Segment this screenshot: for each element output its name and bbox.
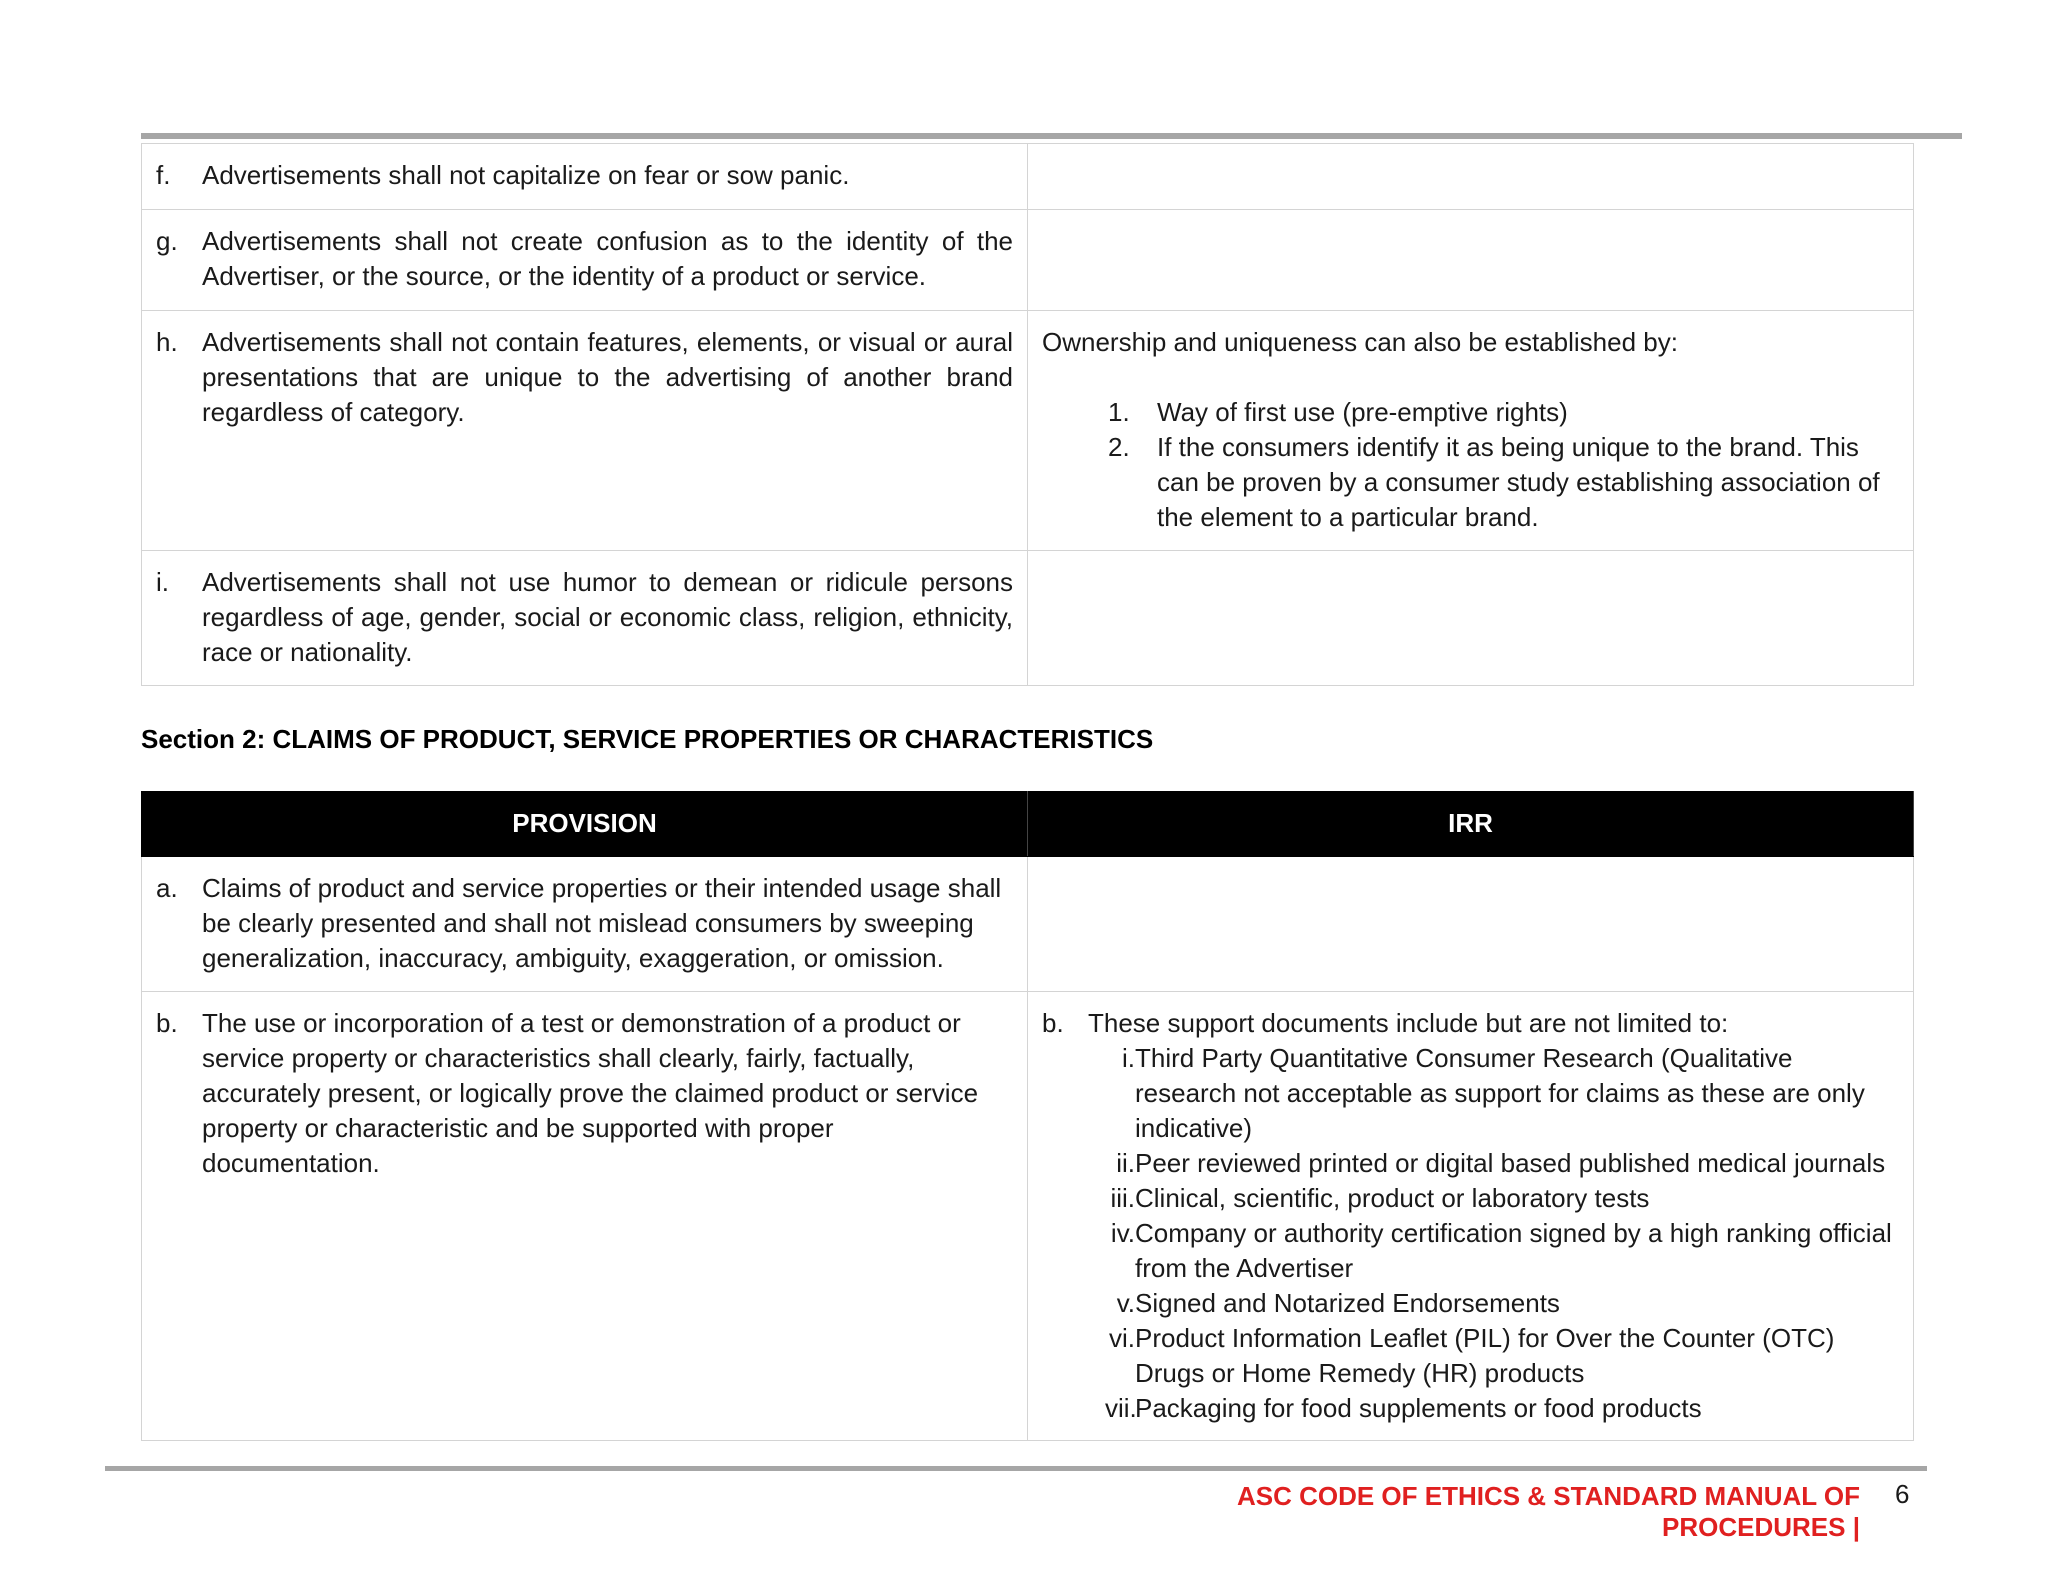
irr-cell: [1028, 992, 1914, 1441]
list-item-text: Peer reviewed printed or digital based published medical journals: [1135, 1148, 1886, 1178]
table-row: [142, 144, 1914, 210]
provision-cell: [142, 210, 1028, 311]
list-marker: i.: [1122, 1043, 1135, 1073]
provision-text: The use or incorporation of a test or demonstration of a product or service property or characteristics shall clearly, fairly, factually, accurately present, or logically prove the claimed product or service property or characteristic and be supported with proper documentation.: [202, 1008, 979, 1178]
list-item: [1108, 395, 1899, 430]
item-marker: f.: [156, 160, 171, 190]
top-rule: [141, 133, 1962, 139]
provision-text: Advertisements shall not use humor to demean or ridicule persons regardless of age, gender, social or economic class, religion, ethnicity, race or nationality.: [202, 567, 1013, 667]
list-item: [1088, 1146, 1899, 1181]
list-item-text: Packaging for food supplements or food products: [1135, 1393, 1702, 1423]
list-item-text: Signed and Notarized Endorsements: [1135, 1288, 1560, 1318]
list-marker: vii.: [1105, 1393, 1137, 1423]
list-marker: ii.: [1116, 1148, 1135, 1178]
item-marker: b.: [156, 1008, 178, 1038]
list-item: [1088, 1216, 1899, 1286]
irr-lead-text: These support documents include but are not limited to:: [1088, 1008, 1729, 1038]
list-item: [1108, 430, 1899, 535]
provision-cell: [142, 992, 1028, 1441]
column-header-irr: IRR: [1028, 792, 1914, 857]
provision-cell: [142, 311, 1028, 551]
footer-title: ASC CODE OF ETHICS & STANDARD MANUAL OF PROCEDURES |: [1236, 1481, 1860, 1542]
irr-cell: [1028, 551, 1914, 686]
list-item-text: Third Party Quantitative Consumer Research (Qualitative research not acceptable as support for claims as these are only indicative): [1135, 1043, 1865, 1143]
provision-text: Claims of product and service properties or their intended usage shall be clearly presented and shall not mislead consumers by sweeping generalization, inaccuracy, ambiguity, exaggeration, or omission.: [202, 873, 1002, 973]
list-item-text: Product Information Leaflet (PIL) for Over the Counter (OTC) Drugs or Home Remedy (HR) products: [1135, 1323, 1835, 1388]
irr-cell: [1028, 210, 1914, 311]
irr-numbered-list: [1042, 395, 1899, 535]
provisions-table-continued: [141, 143, 1914, 686]
irr-lead-text: Ownership and uniqueness can also be established by:: [1042, 327, 1678, 357]
item-marker: g.: [156, 226, 178, 256]
item-marker: h.: [156, 327, 178, 357]
list-item: [1088, 1181, 1899, 1216]
provision-text: Advertisements shall not create confusion as to the identity of the Advertiser, or the source, or the identity of a product or service.: [202, 226, 1013, 291]
item-marker: a.: [156, 873, 178, 903]
provision-cell: [142, 144, 1028, 210]
item-marker: b.: [1042, 1008, 1064, 1038]
provision-text: Advertisements shall not contain features, elements, or visual or aural presentations that are unique to the advertising of another brand regardless of category.: [202, 327, 1013, 427]
provision-cell: [142, 551, 1028, 686]
list-item: [1088, 1391, 1899, 1426]
list-marker: iv.: [1110, 1218, 1135, 1248]
table-row: [142, 311, 1914, 551]
bottom-rule: [105, 1466, 1927, 1471]
table-row: [142, 551, 1914, 686]
section-heading: Section 2: CLAIMS OF PRODUCT, SERVICE PROPERTIES OR CHARACTERISTICS: [141, 724, 1154, 754]
list-marker: iii.: [1110, 1183, 1135, 1213]
list-marker: v.: [1116, 1288, 1135, 1318]
table-header-row: [142, 792, 1914, 857]
column-header-provision: PROVISION: [142, 792, 1028, 857]
page-number: 6: [1895, 1479, 1910, 1509]
list-item: [1088, 1286, 1899, 1321]
list-marker: vi.: [1109, 1323, 1135, 1353]
table-row: [142, 210, 1914, 311]
irr-cell: [1028, 144, 1914, 210]
list-item-text: Clinical, scientific, product or laboratory tests: [1135, 1183, 1650, 1213]
table-row: [142, 857, 1914, 992]
list-item-text: Way of first use (pre-emptive rights): [1157, 397, 1568, 427]
item-marker: i.: [156, 567, 169, 597]
list-marker: 2.: [1108, 432, 1130, 462]
list-item: [1088, 1041, 1899, 1146]
list-item-text: If the consumers identify it as being unique to the brand. This can be proven by a consumer study establishing association of the element to a particular brand.: [1157, 432, 1880, 532]
list-marker: 1.: [1108, 397, 1130, 427]
list-item: [1088, 1321, 1899, 1391]
irr-roman-list: [1042, 1041, 1899, 1426]
table-row: [142, 992, 1914, 1441]
provision-cell: [142, 857, 1028, 992]
irr-cell: [1028, 311, 1914, 551]
claims-table: [141, 791, 1914, 1441]
provision-text: Advertisements shall not capitalize on fear or sow panic.: [202, 160, 850, 190]
irr-cell: [1028, 857, 1914, 992]
list-item-text: Company or authority certification signed by a high ranking official from the Advertiser: [1135, 1218, 1892, 1283]
